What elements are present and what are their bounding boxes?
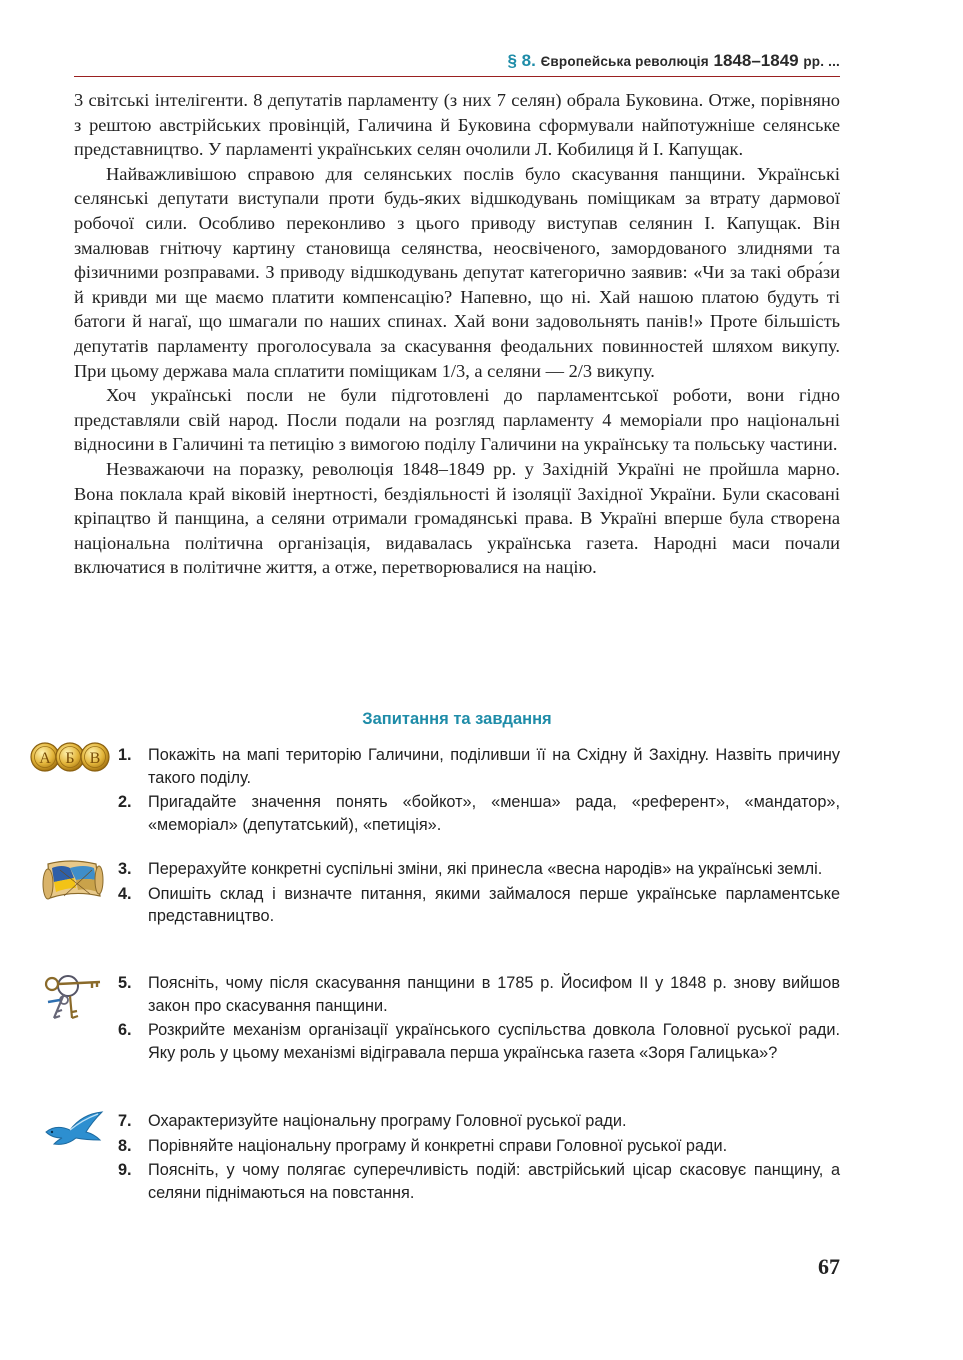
questions-title: Запитання та завдання [362, 710, 552, 728]
question-item [118, 744, 840, 789]
question-number: 5. [118, 974, 132, 992]
question-number: 7. [118, 1112, 132, 1130]
paragraph: Хоч українські посли не були підготовлені до парламентської роботи, вони гідно представляли свій народ. Посли подали на розгляд парламенту 4 меморіали про національні відносини в Галичині та петицію з вимогою поділу Галичини на українську та польську частини. [74, 385, 840, 455]
section-number: § 8. [507, 51, 536, 70]
question-number: 8. [118, 1136, 132, 1155]
question-item [118, 1110, 840, 1133]
question-item [118, 883, 840, 928]
question-group-3 [118, 972, 840, 1066]
question-item [118, 791, 840, 836]
question-text: Покажіть на мапі територію Галичини, поділивши її на Східну й Західну. Назвіть причину такого поділу. [148, 746, 840, 787]
question-number: 4. [118, 884, 132, 903]
abv-coins-icon [30, 740, 110, 774]
question-item [118, 858, 840, 881]
question-number: 2. [118, 793, 132, 812]
keys-icon [42, 972, 104, 1022]
main-text [74, 88, 840, 580]
question-text: Порівняйте національну програму й конкретні справи Головної руської ради. [148, 1136, 728, 1155]
question-item [118, 1135, 840, 1158]
question-item [118, 972, 840, 1017]
question-text: Охарактеризуйте національну програму Головної руської ради. [148, 1112, 627, 1130]
section-title: Європейська революція [540, 54, 709, 69]
section-suffix: рр. ... [803, 54, 840, 69]
question-text: Поясніть, чому після скасування панщини в 1785 р. Йосифом II у 1848 р. знову вийшов закон про скасування панщини. [148, 974, 840, 1015]
coin-letter: Б [65, 750, 75, 767]
question-number: 9. [118, 1161, 132, 1180]
paragraph: Незважаючи на поразку, революція 1848–1849 рр. у Західній Україні не пройшла марно. Вона поклала край віковій інертності, бездіяльності й ізоляції Західної України. Були скасовані кріпацтво й панщина, а селяни отримали громадянські права. В Україні вперше була створена національна політична організація, видавалась українська газета. Народні маси почали включатися в політичне життя, а отже, перетворювалися на націю. [74, 458, 840, 578]
coin-letter: В [89, 750, 101, 767]
section-years: 1848–1849 [713, 51, 799, 70]
question-text: Поясніть, у чому полягає суперечливість подій: австрійський цісар скасовує панщину, а селяни піднімаються на повстання. [148, 1161, 840, 1202]
question-text: Перерахуйте конкретні суспільні зміни, які принесла «весна народів» на українські землі. [148, 860, 823, 878]
map-scroll-icon [40, 856, 106, 906]
coin-letter: А [39, 750, 51, 767]
question-text: Розкрийте механізм організації українського суспільства довкола Головної руської ради. Яку роль у цьому механізмі відігравала перша українська газета «Зоря Галицька»? [148, 1021, 840, 1062]
paragraph: Найважливішою справою для селянських послів було скасування панщини. Українські селянські депутати виступали проти будь-яких відшкодувань поміщикам за втрату дармової робочої сили. Особливо переконливо з цього приводу виступав селянин І. Капущак. Він змалював гнітючу картину становища селянства, неосвіченого, замордованого злиднями та фізичними розправами. З приводу відшкодувань депутат категорично заявив: «Чи за такі обра́зи й кривди ми ще маємо платити компенсацію? Напевно, що ні. Хай нашою платою будуть ті батоги й нагаї, що шмагали по наших спинах. Хай вони задовольнять панів!» Проте більшість депутатів парламенту проголосувала за скасування феодальних повинностей шляхом викупу. При цьому держава мала сплатити поміщикам 1/3, а селяни — 2/3 викупу. [74, 163, 840, 381]
question-text: Пригадайте значення понять «бойкот», «менша» рада, «референт», «мандатор», «меморіал» (депутатський), «петиція». [148, 793, 840, 834]
header-rule [74, 76, 840, 77]
question-number: 6. [118, 1021, 132, 1040]
question-number: 1. [118, 746, 132, 764]
dove-icon [42, 1110, 106, 1150]
question-group-4 [118, 1110, 840, 1206]
running-header [74, 50, 840, 74]
question-item [118, 1019, 840, 1064]
question-number: 3. [118, 860, 132, 878]
question-text: Опишіть склад і визначте питання, якими займалося перше українське парламентське представництво. [148, 884, 840, 926]
page-number: 67 [818, 1254, 840, 1279]
question-item [118, 1159, 840, 1204]
question-group-1 [118, 744, 840, 838]
question-group-2 [118, 858, 840, 930]
paragraph: 3 світські інтелігенти. 8 депутатів парламенту (з них 7 селян) обрала Буковина. Отже, порівняно з рештою австрійських провінцій, Галичина й Буковина сформували найпотужніше селянське представництво. У парламенті українських селян очолили Л. Кобилиця й І. Капущак. [74, 90, 840, 160]
